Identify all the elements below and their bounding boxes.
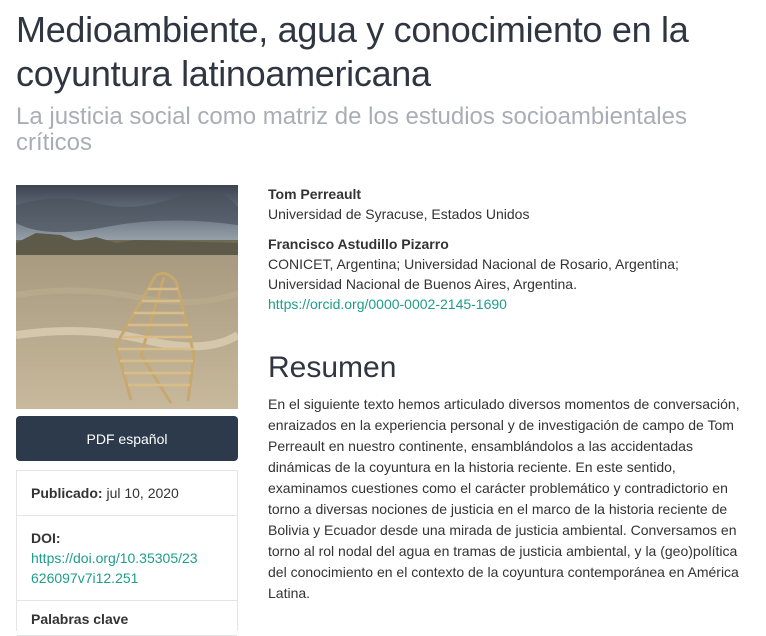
author-affiliation: Universidad de Syracuse, Estados Unidos	[268, 206, 530, 222]
orcid-link[interactable]: https://orcid.org/0000-0002-2145-1690	[268, 296, 507, 312]
author-name: Francisco Astudillo Pizarro	[268, 236, 449, 252]
doi-link-line1: https://doi.org/10.35305/23	[31, 550, 198, 566]
abstract-heading: Resumen	[268, 351, 397, 384]
published-row	[17, 471, 237, 516]
author-affiliation-line: Universidad Nacional de Buenos Aires, Argentina.	[268, 276, 577, 292]
doi-row	[17, 516, 237, 601]
author-item	[268, 234, 748, 314]
published-label: Publicado:	[31, 485, 103, 501]
authors-list	[268, 184, 748, 324]
doi-link-line2: 626097v7i12.251	[31, 570, 139, 586]
author-name: Tom Perreault	[268, 186, 362, 202]
keywords-row	[17, 601, 237, 636]
keywords-label: Palabras clave	[31, 611, 129, 627]
doi-link[interactable]	[31, 550, 198, 586]
abstract-text: En el siguiente texto hemos articulado diversos momentos de conversación, enraizados en la experiencia personal y de investigación de campo de Tom Perreault en nuestro continente, ensamblándolos a las accidentadas dinámicas de la coyuntura en la historia reciente. En este sentido, examinamos cuestiones como el carácter problemático y contradictorio en torno a diversas nociones de justicia en el marco de la historia reciente de Bolivia y Ecuador desde una mirada de justicia ambiental. Conversamos en torno al rol nodal del agua en tramas de justicia ambiental, y la (geo)política del conocimiento en el contexto de la coyuntura contemporánea en América Latina.	[268, 396, 740, 601]
article-title: Medioambiente, agua y conocimiento en la coyuntura latinoamericana	[16, 9, 689, 94]
article-subtitle: La justicia social como matriz de los estudios socioambientales críticos	[16, 103, 687, 156]
pdf-download-button[interactable]: PDF español	[16, 416, 238, 461]
article-details-panel	[16, 470, 238, 631]
author-affiliation-line: CONICET, Argentina; Universidad Nacional de Rosario, Argentina;	[268, 256, 679, 272]
author-item	[268, 184, 748, 224]
cover-image[interactable]	[16, 185, 238, 409]
published-date: jul 10, 2020	[106, 485, 179, 501]
doi-label: DOI:	[31, 530, 61, 546]
